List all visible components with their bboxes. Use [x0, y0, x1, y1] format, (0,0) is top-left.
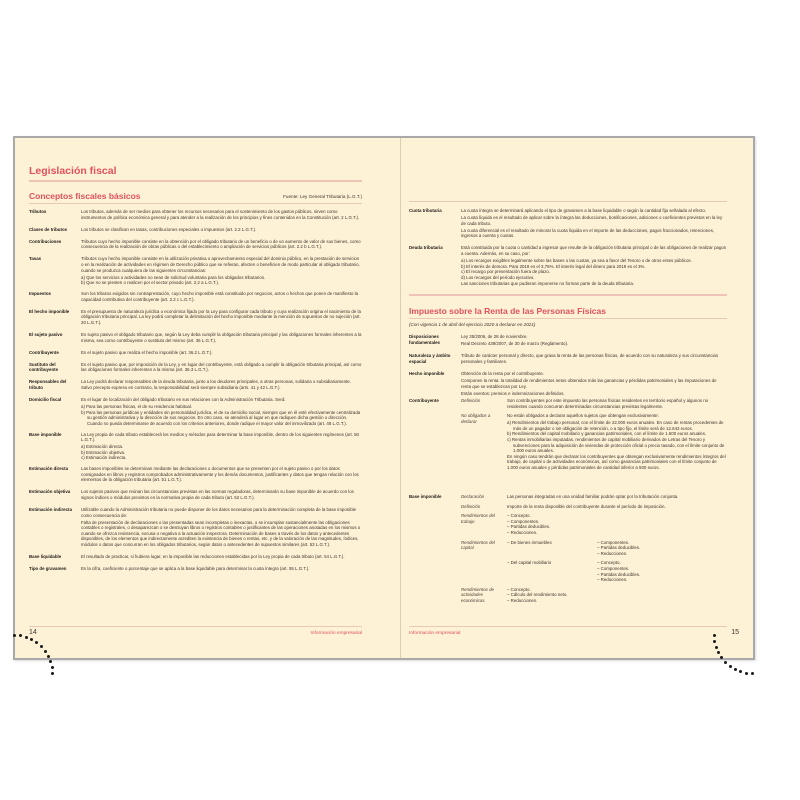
- trabajo-items: [507, 513, 727, 535]
- definition-row: [29, 397, 362, 426]
- list-item: – Concepto.: [597, 560, 621, 566]
- list-item: b) Que no se presten o realicen por el sector privado (art. 2.2 a L.G.T.).: [81, 280, 220, 286]
- definition-paragraph: Componen la renta: la totalidad de rendimientos netos obtenidos más las ganancias y pérdidas patrimoniales y las imputaciones de renta que se establezcan por Ley.: [461, 377, 717, 389]
- dot: [49, 660, 52, 663]
- definition-paragraph: La cuota líquida es el resultado de aplicar sobre la íntegra las deducciones, bonificaciones, adiciones o coeficientes previstos en la ley de cada tributo.: [461, 215, 723, 226]
- definition-paragraph: Es sujeto pasivo el obligado tributario que, según la Ley deba cumplir la obligación tributaria principal y las obligaciones formales inherentes a la misma, sea como contribuyente o sustituto del mismo (art. 36 L.G.T.).: [81, 331, 362, 343]
- dot: [717, 651, 720, 654]
- footer-rule: [29, 626, 362, 627]
- row-term: Tipo de gravamen: [29, 566, 67, 572]
- definition-row: [29, 291, 362, 304]
- row-definition: [81, 227, 362, 234]
- definition-row: [29, 209, 362, 222]
- right-page: [401, 138, 755, 658]
- row-definition: [81, 489, 362, 502]
- dot: [729, 665, 732, 668]
- row-definition: [81, 291, 362, 304]
- subterm: Rendimientos de actividades económicas.: [461, 586, 494, 603]
- dot: [734, 668, 737, 671]
- row-definition: [81, 332, 362, 345]
- title-rule: [29, 180, 362, 182]
- definition-paragraph: Son los tributos exigidos sin contraprestación, cuyo hecho imponible está constituido por negocios, actos o hechos que ponen de manifiesto la capacidad contributiva del contribuyente (art. 2.2 c L.G.T.).: [81, 290, 359, 302]
- dot: [19, 634, 22, 637]
- definition-list: [461, 258, 727, 280]
- definition-row: [29, 350, 362, 357]
- list-item: – Reducciones.: [507, 597, 538, 603]
- subdef: Son contribuyentes por este impuesto las personas físicas residentes en territorio español y algunos no residentes cuando concurran determinadas circunstancias previstas legalmente.: [507, 398, 709, 409]
- row-term: Contribuciones: [29, 238, 62, 244]
- dot: [751, 672, 754, 675]
- irpf-title: Impuesto sobre la Renta de las Personas Físicas: [409, 306, 606, 316]
- definition-paragraph: Tributos cuyo hecho imponible consiste en la obtención por el obligado tributario de un beneficio o de un aumento de valor de sus bienes, como consecuencia de la realización de obras públicas o del establecimiento o ampliación de servicios públicos (art. 2.2 b L.G.T.).: [81, 238, 361, 250]
- list-item: b) El interés de demora. Para 2019 es el 3,75%. El interés legal del dinero para 2019 es el 3%.: [461, 263, 646, 269]
- subterm: Declaración: [461, 494, 485, 499]
- definition-paragraph: La cuota diferencial es el resultado de minorar la cuota líquida en el importe de las deducciones, pagos fraccionados, retenciones, ingresos a cuenta y cuotas.: [461, 227, 715, 239]
- subdef: Importe de la renta disponible del contribuyente durante el período de imposición.: [507, 503, 666, 509]
- row-term: Responsables del tributo: [29, 379, 67, 390]
- footer-label: Información empresarial: [409, 631, 461, 636]
- definition-paragraph: El resultado de practicar, si hubiera lugar, en la imponible las reducciones establecidas por la Ley propia de cada tributo (art. 54 L.G.T.).: [81, 554, 345, 560]
- subdef: Las personas integradas en una unidad familiar podrán optar por la tributación conjunta.: [507, 494, 679, 499]
- dot: [44, 650, 47, 653]
- definition-row: [29, 309, 362, 327]
- definition-list: [81, 444, 362, 461]
- footer-rule: [409, 626, 727, 627]
- no-obligados-list: [507, 420, 727, 454]
- definition-paragraph: La cuota íntegra se determinará aplicando el tipo de gravamen a la base liquidable o según la cantidad fija señalada al efecto.: [461, 208, 707, 213]
- definition-row: [29, 554, 362, 561]
- definition-row: [29, 256, 362, 285]
- row-term: El hecho imponible: [29, 308, 70, 314]
- dotted-corner-decoration: [13, 634, 73, 694]
- list-item: c) El recargo por presentación fuera de plazo.: [461, 269, 551, 275]
- row-definition: [81, 239, 362, 252]
- irpf-definitions: [409, 334, 727, 403]
- dot: [720, 656, 723, 659]
- section-rule: [409, 294, 727, 296]
- row-definition: [81, 397, 362, 426]
- row-term: Contribuyente: [409, 398, 439, 403]
- definition-paragraph: La Ley propia de cada tributo establecerá los medios y métodos para determinar la base imponible, dentro de los siguientes regímenes (art. 50 L.G.T.).: [81, 431, 359, 443]
- definition-paragraph: Tributos cuyo hecho imponible consiste en la utilización privativa o aprovechamiento especial del dominio público, en la prestación de servicios o en la realización de actividades en régimen de Derecho público que se refieran, afecten o beneficien de modo particular al obligado tributario, cuando se produzca cualquiera de las siguientes circunstancias:: [81, 256, 360, 273]
- definition-paragraph: Los tributos, además de ser medios para obtener los recursos necesarios para el sostenimiento de los gastos públicos, sirven como instrumentos de política económica general y para atender a la realización de los principios y fines contenidos en la Constitución (art. 2 L.G.T.).: [81, 209, 360, 220]
- dot: [47, 655, 50, 658]
- list-item: – Partidas deducibles.: [597, 545, 641, 551]
- definitions-list-top: [409, 208, 727, 293]
- row-definition: [81, 209, 362, 222]
- row-definition: [81, 466, 362, 484]
- subterm: Definición: [461, 503, 481, 509]
- page-number: 14: [29, 629, 37, 636]
- source-note: Fuente: Ley General Tributaria (L.G.T.): [283, 194, 362, 199]
- definition-paragraph: Los tributos se clasifican en tasas, contribuciones especiales o impuestos (art. 2.2 L.G.T.).: [81, 226, 257, 232]
- definition-row: [409, 371, 727, 398]
- definition-paragraph: Las bases imponibles se determinan mediante las declaraciones o documentos que se presenten por el sujeto pasivo o por los datos consignados en libros y registros comprobados administrativamente y los demás documentos, justificantes y datos que tengan relación con los elementos de la obligación tributaria (art. 51 L.G.T.).: [81, 466, 359, 483]
- irpf-note: (Con vigencia 1 de abril del ejercicio 2020 a declarar en 2021): [409, 322, 536, 327]
- row-definition: [81, 432, 362, 461]
- definition-row: [29, 239, 362, 252]
- definition-row: [29, 489, 362, 502]
- row-term: Hecho imponible: [409, 370, 445, 376]
- definition-paragraph: Es el sujeto pasivo que realiza el hecho imponible (art. 36.2 L.G.T.).: [81, 349, 213, 355]
- row-definition: [81, 554, 362, 561]
- definition-list: [81, 275, 362, 286]
- definition-paragraph: Falta de presentación de declaraciones o las presentadas sean incompletas o inexactas, o se incumplan sustancialmente las obligaciones contables o registrales, o desaparezcan o se destruyan libros o registros contables o justificantes de las operaciones anotadas en los mismos o cuando se ofrezca resistencia, excusa o negativa a la actuación inspectora. Determinación de bases a través de los datos y antecedentes disponibles, de los elementos que indirectamente acrediten la existencia de bienes o rentas, etc. y de la valoración de las magnitudes, índices, módulos o datos que concurran en los obligados tributarios, según datos o antecedentes de supuestos similares (art. 53 L.G.T.).: [81, 519, 361, 548]
- subsection-rule: [29, 203, 362, 204]
- definition-paragraph: Es el sujeto pasivo que, por imposición de la Ley, y en lugar del contribuyente, está obligado a cumplir la obligación tributaria principal, así como las obligaciones formales inherentes a la misma (art. 36.3 L.G.T.).: [81, 361, 362, 373]
- row-term: Estimación directa: [29, 466, 69, 471]
- definition-paragraph: Ley 35/2006, de 28 de noviembre.: [461, 334, 528, 339]
- mobiliario-items: [597, 560, 640, 582]
- definition-row: [29, 227, 362, 234]
- list-item: b) Rendimientos del capital mobiliario y ganancias patrimoniales, con el límite de 1.600 euros anuales.: [507, 431, 707, 437]
- list-item: b) Para las personas jurídicas y entidades sin personalidad jurídica, el de su domicilio social, siempre que en él esté efectivamente centralizada su gestión administrativa y la dirección de sus negocios. En otro caso, se atenderá al lugar en que radiquen dicha gestión o dirección. Cuando no pueda determinarse de acuerdo con los criterios anteriores, donde radique el mayor valor del inmovilizado (art. 48 L.G.T.).: [81, 409, 361, 426]
- page-number: 15: [731, 629, 739, 636]
- subdef-after: En ningún caso tendrán que declarar los contribuyentes que obtengan exclusivamente rendimientos íntegros del trabajo, de capital o de actividades económicas, así como ganancias patrimoniales con el límite conjunto de 1.000 euros anuales y pérdidas patrimoniales de cantidad inferior a 500 euros.: [507, 453, 726, 471]
- definition-paragraph: Está constituida por la cuota o cantidad a ingresar que resulte de la obligación tributaria principal o de las obligaciones de realizar pagos a cuenta. Además, en su caso, por:: [461, 245, 727, 257]
- definition-paragraph: Es el lugar de localización del obligado tributario en sus relaciones con la Administración Tributaria. Será:: [81, 397, 286, 403]
- definition-list: [81, 404, 362, 426]
- row-definition: [81, 256, 362, 285]
- definition-row: [409, 353, 727, 366]
- subterm: Rendimientos del trabajo: [461, 513, 495, 524]
- row-term: Base imponible: [409, 494, 442, 499]
- list-item: – Reducciones.: [597, 550, 628, 556]
- subterm: Definición: [461, 398, 481, 403]
- definition-paragraph: Real Decreto 439/2007, de 30 de marzo (Reglamento).: [461, 341, 569, 347]
- row-term: Tributos: [29, 209, 47, 214]
- row-term: Estimación objetiva: [29, 489, 71, 495]
- row-definition: [461, 208, 727, 240]
- inmuebles-label: – De bienes inmuebles: [507, 539, 552, 545]
- subdef-intro: No están obligados a declarar aquellos sujetos que obtengan exclusivamente:: [507, 413, 659, 419]
- definition-paragraph: Las sanciones tributarias que pudieran imponerse no forman parte de la deuda tributaria.: [461, 280, 635, 286]
- list-item: – Componentes.: [597, 539, 630, 545]
- definitions-list: [29, 209, 362, 578]
- row-definition: [461, 245, 727, 287]
- definition-paragraph: Los sujetos pasivos que reúnan las circunstancias previstas en las normas reguladoras, determinarán su base imponible de acuerdo con los signos índices o módulos previstos en la normativa propia de cada tributo (art. 52 L.G.T.).: [81, 489, 354, 500]
- list-item: a) Estimación directa.: [81, 444, 124, 450]
- list-item: a) Rendimientos del trabajo personal, con el límite de 22.000 euros anuales. En caso de rentas procedentes de más de un pagador o sin obligación de retención, o a tipo fijo, el límite será de 12.643 euros.: [507, 420, 724, 431]
- definition-paragraph: La Ley podrá declarar responsables de la deuda tributaria, junto a los deudores principales, a otras personas, solidaria o subsidiariamente. Salvo precepto expreso en contrario, la responsabilidad será siempre subsidiaria (arts. 41 y 42 L.G.T.).: [81, 379, 351, 390]
- list-item: – Concepto.: [507, 513, 531, 519]
- row-definition: [461, 334, 727, 348]
- row-term: Clases de tributos: [29, 226, 68, 232]
- definition-row: [29, 362, 362, 375]
- row-definition: [461, 353, 727, 366]
- actividades-items: [507, 587, 727, 604]
- list-item: – Reducciones.: [507, 529, 538, 535]
- section-title: Legislación fiscal: [29, 165, 117, 177]
- list-item: – Componentes.: [597, 565, 630, 571]
- definition-row: [29, 466, 362, 484]
- list-item: c) Estimación indirecta.: [81, 455, 127, 461]
- definition-row: [29, 432, 362, 461]
- list-item: – Partidas deducibles.: [507, 524, 551, 530]
- footer-label: Información empresarial: [310, 631, 362, 636]
- row-term: Naturaleza y ámbito espacial: [409, 353, 451, 364]
- list-item: d) Los recargos del período ejecutivo.: [461, 274, 535, 280]
- dotted-corner-decoration: [701, 634, 761, 694]
- list-item: a) Los recargos exigibles legalmente sobre las bases o las cuotas, ya sea a favor del Tesoro o de otros entes públicos.: [461, 258, 692, 264]
- row-definition: [81, 309, 362, 327]
- row-term: Sustituto del contribuyente: [29, 361, 59, 373]
- base-imponible-block: [409, 494, 727, 613]
- row-term: Cuota tributaria: [409, 208, 442, 213]
- left-page: [15, 138, 400, 658]
- dot: [51, 666, 54, 669]
- dot: [713, 640, 716, 643]
- dot: [713, 634, 716, 637]
- definition-paragraph: Utilizable cuando la Administración tributaria no puede disponer de los datos necesarios para la determinación completa de la base imponible como consecuencia de:: [81, 506, 357, 518]
- dot: [715, 646, 718, 649]
- definition-row: [409, 334, 727, 348]
- row-term: Disposiciones fundamentales: [409, 334, 440, 345]
- row-term: Base imponible: [29, 431, 62, 437]
- definition-row: [29, 379, 362, 392]
- definition-paragraph: Están exentos: premios e indemnizaciones definidos.: [461, 390, 565, 396]
- row-term: Tasas: [29, 256, 42, 262]
- row-term: Deuda tributaria: [409, 245, 443, 251]
- list-item: – Partidas deducibles.: [597, 571, 641, 577]
- definition-row: [29, 332, 362, 345]
- definition-row: [29, 566, 362, 573]
- dot: [30, 638, 33, 641]
- list-item: a) Para las personas físicas, el de su residencia habitual.: [81, 404, 193, 410]
- list-item: a) Que los servicios o actividades no sean de solicitud voluntaria para los obligados tributarios.: [81, 274, 266, 280]
- list-item: b) Estimación objetiva.: [81, 449, 126, 455]
- subsection-title: Conceptos fiscales básicos: [29, 191, 141, 201]
- list-item: c) Rentas inmobiliarias imputadas, rendimientos de capital mobiliario derivados de Letras del Tesoro y subvenciones para la adquisición de viviendas de protección oficial o precio tasado, con el límite conjunto de 1.000 euros anuales.: [507, 437, 725, 454]
- mobiliario-label: – Del capital mobiliario: [507, 560, 552, 566]
- list-item: – Concepto.: [507, 586, 531, 592]
- definition-paragraph: Tributo de carácter personal y directo, que grava la renta de las personas físicas, de acuerdo con su naturaleza y sus circunstancias personales y familiares.: [461, 353, 719, 364]
- dot: [745, 672, 748, 675]
- contribuyente-block: [409, 398, 727, 481]
- irpf-rule: [409, 318, 727, 319]
- book-spread: [13, 136, 755, 660]
- row-term: El sujeto pasivo: [29, 331, 63, 337]
- list-item: – Cálculo del rendimiento neto.: [507, 592, 568, 598]
- dot: [13, 634, 16, 637]
- row-term: Impuestos: [29, 290, 51, 296]
- top-rule: [409, 201, 727, 202]
- row-term: Base liquidable: [29, 554, 62, 560]
- row-definition: [81, 350, 362, 357]
- list-item: – Reducciones.: [597, 577, 628, 583]
- definition-paragraph: Es la cifra, coeficiente o porcentaje que se aplica a la base liquidable para determinar la cuota íntegra (art. 55 L.G.T.).: [81, 566, 310, 572]
- definition-paragraph: Es el presupuesto de naturaleza jurídica o económica fijado por la Ley para configurar cada tributo y cuya realización origina el nacimiento de la obligación tributaria principal. La ley podrá completar la delimitación del hecho imponible mediante la mención de supuestos de no sujeción (art. 20 L.G.T.).: [81, 308, 361, 325]
- list-item: – Componentes.: [507, 518, 540, 524]
- dot: [40, 645, 43, 648]
- dot: [724, 661, 727, 664]
- row-term: Contribuyente: [29, 349, 59, 355]
- subterm: Rendimientos del capital: [461, 539, 495, 551]
- row-term: Domicilio fiscal: [29, 397, 62, 403]
- definition-row: [409, 245, 727, 287]
- row-definition: [81, 507, 362, 549]
- row-definition: [81, 379, 362, 392]
- dot: [35, 641, 38, 644]
- dot: [25, 636, 28, 639]
- row-definition: [81, 362, 362, 375]
- subterm: No obligados a declarar: [461, 413, 491, 424]
- row-term: Estimación indirecta: [29, 506, 72, 512]
- inmuebles-items: [597, 540, 640, 557]
- definition-row: [409, 208, 727, 240]
- dot: [739, 670, 742, 673]
- definition-paragraph: Obtención de la renta por el contribuyente.: [461, 370, 544, 376]
- row-definition: [461, 371, 727, 398]
- dot: [51, 672, 54, 675]
- row-definition: [81, 566, 362, 573]
- definition-row: [29, 507, 362, 549]
